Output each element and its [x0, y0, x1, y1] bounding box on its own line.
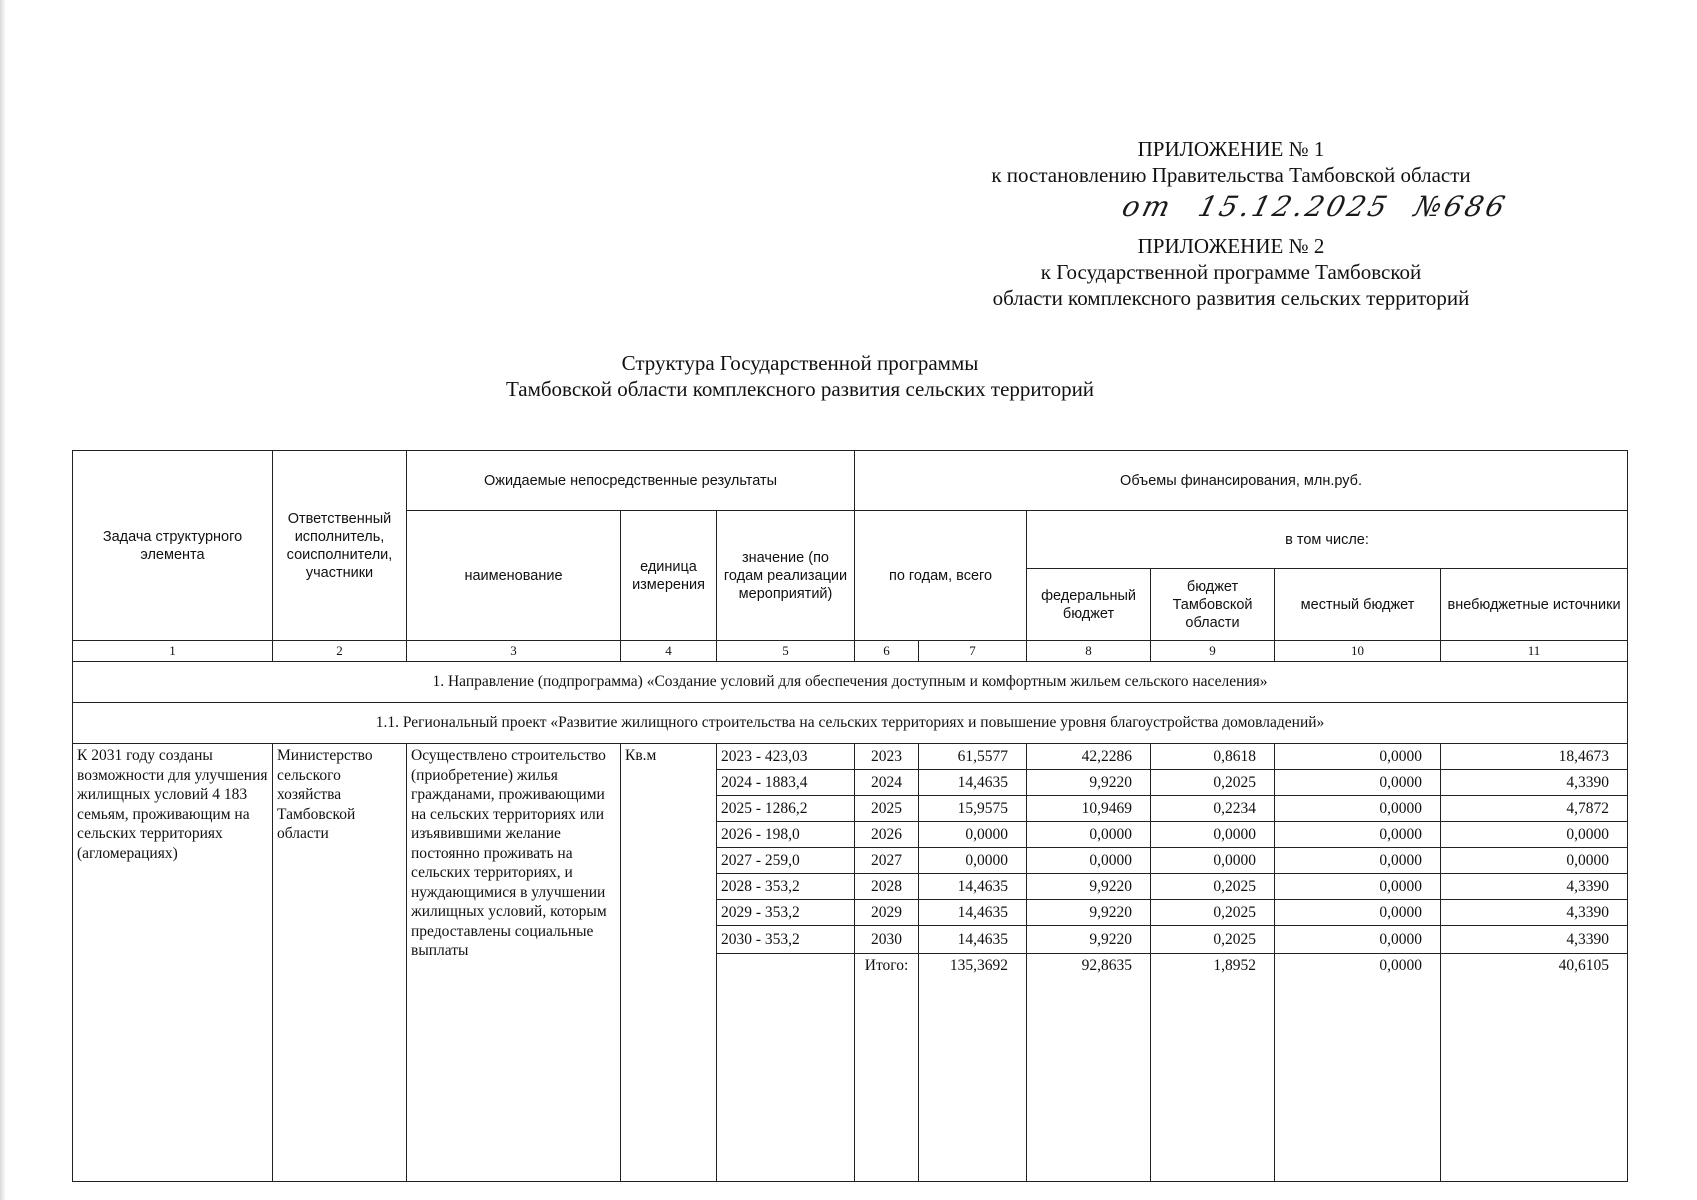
local-sum-cell: 0,0000: [1275, 954, 1441, 1182]
header-local: местный бюджет: [1275, 569, 1441, 641]
value-cell-empty: [717, 954, 855, 1182]
header-task: Задача структурного элемента: [73, 451, 273, 641]
col-number: 5: [717, 641, 855, 662]
appendix1-title: ПРИЛОЖЕНИЕ № 1: [1137, 137, 1325, 161]
header-by-year: по годам, всего: [855, 511, 1027, 641]
local-cell: 0,0000: [1275, 848, 1441, 874]
col-number: 10: [1275, 641, 1441, 662]
value-cell: 2023 - 423,03: [717, 744, 855, 770]
local-cell: 0,0000: [1275, 874, 1441, 900]
year-cell: 2029: [855, 900, 919, 926]
value-cell: 2028 - 353,2: [717, 874, 855, 900]
handwritten-signature-date: [1119, 186, 1512, 226]
extra-cell: 4,3390: [1441, 770, 1628, 796]
column-numbers-row: [73, 641, 1628, 662]
extra-cell: 4,3390: [1441, 926, 1628, 954]
extra-cell: 0,0000: [1441, 848, 1628, 874]
col-number: 9: [1151, 641, 1275, 662]
local-cell: 0,0000: [1275, 822, 1441, 848]
header-including: в том числе:: [1027, 511, 1628, 569]
year-cell: 2030: [855, 926, 919, 954]
federal-sum-cell: 92,8635: [1027, 954, 1151, 1182]
table-row: [73, 744, 1628, 770]
handwritten-date: 15.12.2025: [1194, 189, 1394, 223]
value-cell: 2030 - 353,2: [717, 926, 855, 954]
header-financing: Объемы финансирования, млн.руб.: [855, 451, 1628, 511]
total-cell: 14,4635: [919, 770, 1027, 796]
federal-cell: 0,0000: [1027, 822, 1151, 848]
year-cell: 2025: [855, 796, 919, 822]
regional-cell: 0,2025: [1151, 874, 1275, 900]
regional-cell: 0,2234: [1151, 796, 1275, 822]
regional-sum-cell: 1,8952: [1151, 954, 1275, 1182]
federal-cell: 9,9220: [1027, 874, 1151, 900]
col-number: 11: [1441, 641, 1628, 662]
federal-cell: 0,0000: [1027, 848, 1151, 874]
appendix2-title: ПРИЛОЖЕНИЕ № 2: [1137, 234, 1325, 258]
header-expected-results: Ожидаемые непосредственные результаты: [407, 451, 855, 511]
executor-cell: Министерство сельского хозяйства Тамбовской области: [273, 744, 407, 1182]
appendix1-block: [951, 136, 1511, 188]
subsection-heading: 1.1. Региональный проект «Развитие жилищного строительства на сельских территориях и повышение уровня благоустройства домовладений»: [73, 703, 1628, 744]
year-cell: 2023: [855, 744, 919, 770]
federal-cell: 9,9220: [1027, 926, 1151, 954]
title-line1: Структура Государственной программы: [621, 351, 979, 375]
handwritten-number: №686: [1410, 189, 1512, 223]
header-executor: Ответственный исполнитель, соисполнители, участники: [273, 451, 407, 641]
total-cell: 14,4635: [919, 900, 1027, 926]
section-heading: 1. Направление (подпрограмма) «Создание условий для обеспечения доступным и комфортным жильем сельского населения»: [73, 662, 1628, 703]
local-cell: 0,0000: [1275, 770, 1441, 796]
program-structure-table: [72, 450, 1628, 1182]
header-value: значение (по годам реализации мероприятий): [717, 511, 855, 641]
col-number: 7: [919, 641, 1027, 662]
value-cell: 2025 - 1286,2: [717, 796, 855, 822]
federal-cell: 9,9220: [1027, 770, 1151, 796]
total-cell: 0,0000: [919, 822, 1027, 848]
extra-cell: 18,4673: [1441, 744, 1628, 770]
extra-cell: 4,7872: [1441, 796, 1628, 822]
year-cell: 2024: [855, 770, 919, 796]
total-cell: 0,0000: [919, 848, 1027, 874]
result-name-cell: Осуществлено строительство (приобретение) жилья гражданами, проживающими на сельских территориях или изъявившими желание постоянно проживать на сельских территориях, и нуждающимися в улучшении жилищных условий, которым предоставлены социальные выплаты: [407, 744, 621, 1182]
federal-cell: 42,2286: [1027, 744, 1151, 770]
extra-cell: 4,3390: [1441, 900, 1628, 926]
header-unit: единица измерения: [621, 511, 717, 641]
document-title: [300, 350, 1300, 402]
col-number: 1: [73, 641, 273, 662]
col-number: 4: [621, 641, 717, 662]
appendix2-subtitle-line2: области комплексного развития сельских территорий: [992, 286, 1470, 310]
col-number: 3: [407, 641, 621, 662]
local-cell: 0,0000: [1275, 900, 1441, 926]
regional-cell: 0,8618: [1151, 744, 1275, 770]
year-cell: 2027: [855, 848, 919, 874]
regional-cell: 0,2025: [1151, 926, 1275, 954]
appendix2-subtitle-line1: к Государственной программе Тамбовской: [1040, 260, 1422, 284]
total-cell: 15,9575: [919, 796, 1027, 822]
handwritten-prefix: от: [1119, 189, 1177, 223]
total-cell: 14,4635: [919, 926, 1027, 954]
regional-cell: 0,2025: [1151, 900, 1275, 926]
value-cell: 2024 - 1883,4: [717, 770, 855, 796]
local-cell: 0,0000: [1275, 744, 1441, 770]
header-regional: бюджет Тамбовской области: [1151, 569, 1275, 641]
year-cell: 2028: [855, 874, 919, 900]
total-cell: 14,4635: [919, 874, 1027, 900]
value-cell: 2026 - 198,0: [717, 822, 855, 848]
value-cell: 2027 - 259,0: [717, 848, 855, 874]
appendix1-subtitle: к постановлению Правительства Тамбовской области: [991, 163, 1471, 187]
title-line2: Тамбовской области комплексного развития сельских территорий: [505, 377, 1095, 401]
task-cell: К 2031 году созданы возможности для улучшения жилищных условий 4 183 семьям, проживающим на сельских территориях (агломерациях): [73, 744, 273, 1182]
total-sum-cell: 135,3692: [919, 954, 1027, 1182]
local-cell: 0,0000: [1275, 796, 1441, 822]
value-cell: 2029 - 353,2: [717, 900, 855, 926]
extra-cell: 0,0000: [1441, 822, 1628, 848]
federal-cell: 10,9469: [1027, 796, 1151, 822]
col-number: 6: [855, 641, 919, 662]
col-number: 2: [273, 641, 407, 662]
regional-cell: 0,2025: [1151, 770, 1275, 796]
header-federal: федеральный бюджет: [1027, 569, 1151, 641]
federal-cell: 9,9220: [1027, 900, 1151, 926]
header-extra: внебюджетные источники: [1441, 569, 1628, 641]
scan-edge: [0, 0, 6, 1200]
extra-sum-cell: 40,6105: [1441, 954, 1628, 1182]
extra-cell: 4,3390: [1441, 874, 1628, 900]
total-cell: 61,5577: [919, 744, 1027, 770]
regional-cell: 0,0000: [1151, 822, 1275, 848]
local-cell: 0,0000: [1275, 926, 1441, 954]
header-name: наименование: [407, 511, 621, 641]
col-number: 8: [1027, 641, 1151, 662]
regional-cell: 0,0000: [1151, 848, 1275, 874]
unit-cell: Кв.м: [621, 744, 717, 1182]
appendix2-block: [951, 233, 1511, 311]
totals-label: Итого:: [855, 954, 919, 1182]
year-cell: 2026: [855, 822, 919, 848]
